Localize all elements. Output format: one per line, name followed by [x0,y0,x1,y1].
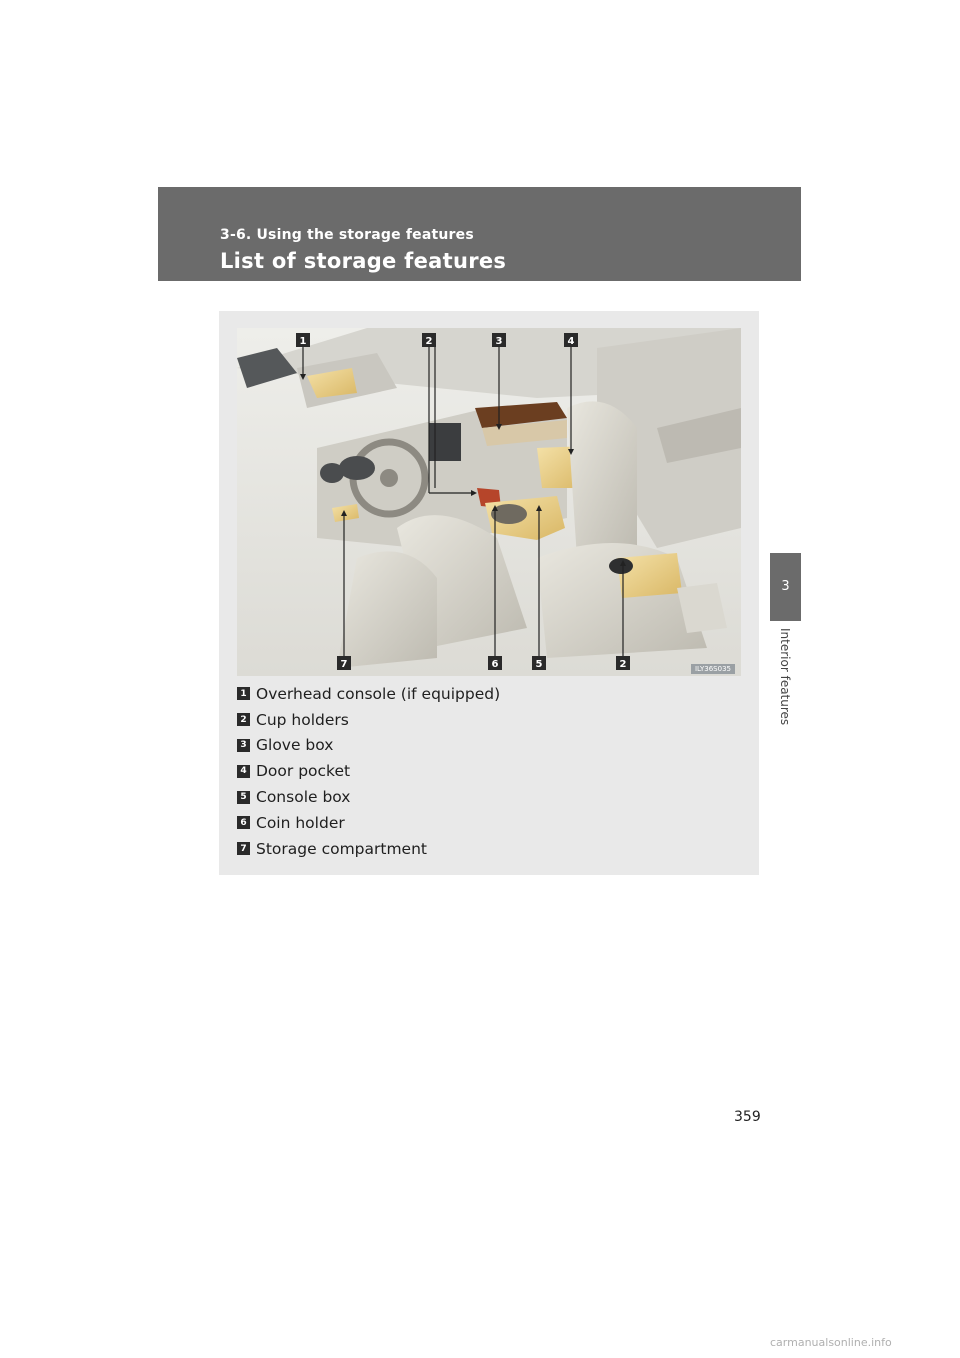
number-badge: 5 [237,791,250,804]
callout-5: 5 [535,659,543,670]
interior-illustration [237,328,741,676]
figure-code: ILY36S035 [691,664,735,674]
number-badge: 2 [237,713,250,726]
legend-label: Cup holders [256,710,349,729]
content-box [219,311,759,875]
callout-3: 3 [495,336,503,347]
number-badge: 7 [237,842,250,855]
number-badge: 3 [237,739,250,752]
number-badge: 1 [237,687,250,700]
legend-label: Console box [256,788,351,807]
page-number: 359 [734,1109,761,1125]
legend-item [237,784,500,810]
legend-label: Overhead console (if equipped) [256,684,501,703]
watermark: carmanualsonline.info [770,1336,892,1349]
legend-item [237,810,500,836]
legend-item [237,758,500,784]
callout-1: 1 [299,336,307,347]
legend-label: Storage compartment [256,839,427,858]
chapter-title: Interior features [778,628,792,726]
chapter-number-tab: 3 [770,553,801,621]
section-header [158,187,801,281]
legend-list [237,681,500,862]
callout-6: 6 [491,659,499,670]
callout-2: 2 [425,336,433,347]
number-badge: 6 [237,816,250,829]
page-title: List of storage features [220,249,507,273]
callout-4: 4 [567,336,575,347]
legend-label: Door pocket [256,762,351,781]
car-interior-image [237,328,741,676]
section-label: 3-6. Using the storage features [220,227,474,243]
legend-label: Coin holder [256,813,345,832]
legend-item [237,733,500,759]
legend-item [237,681,500,707]
callout-7: 7 [340,659,348,670]
legend-item [237,707,500,733]
legend-item [237,836,500,862]
number-badge: 4 [237,765,250,778]
legend-label: Glove box [256,736,334,755]
callout-2-lower: 2 [619,659,627,670]
